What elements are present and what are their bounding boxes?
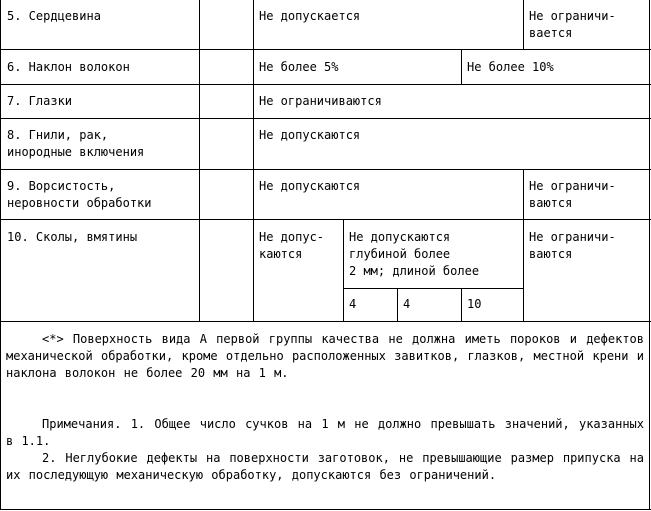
row-divider [0, 321, 651, 322]
note-1: Примечания. 1. Общее число сучков на 1 м не должно превышать значений, указанных в 1.1. [6, 417, 644, 448]
row-label: 7. Глазки [7, 94, 73, 108]
cell-value: Не ограничи- [529, 179, 616, 193]
cell-value: Не допускается [259, 9, 361, 23]
row-divider [0, 49, 651, 50]
row-divider [0, 118, 651, 119]
col-divider [343, 219, 344, 322]
cell-value: ваются [529, 196, 573, 210]
col-divider [397, 288, 398, 322]
row-divider [0, 169, 651, 170]
cell-value: 2 мм; длиной более [349, 264, 480, 278]
row-label: 5. Сердцевина [7, 9, 101, 23]
cell-value: Не допускаются [259, 179, 361, 193]
notes [6, 416, 644, 484]
col-divider [523, 169, 524, 322]
row-label: 6. Наклон волокон [7, 60, 130, 74]
row-label: 9. Ворсистость, [7, 179, 116, 193]
cell-value: каются [259, 247, 303, 261]
col-divider [461, 288, 462, 322]
cell-value: Не ограничиваются [259, 94, 382, 108]
col-divider [523, 0, 524, 50]
cell-value: Не более 5% [259, 60, 339, 74]
table-bottom [0, 509, 651, 510]
cell-value: Не допус- [259, 230, 325, 244]
table-right-edge [649, 0, 650, 510]
col-divider [199, 0, 200, 322]
sub-cell-value: 4 [349, 297, 357, 311]
footnote [6, 331, 644, 382]
cell-value: Не более 10% [467, 60, 554, 74]
cell-value: Не ограничи- [529, 9, 616, 23]
footnote-text: <*> Поверхность вида А первой группы качества не должна иметь пороков и дефектов механической обработки, кроме отдельно расположенных завитков, глазков, местной крени и наклона волокон не более 20 мм на 1 м. [6, 332, 644, 380]
cell-value: Не допускаются [259, 128, 361, 142]
cell-value: Не ограничи- [529, 230, 616, 244]
row-label: 10. Сколы, вмятины [7, 230, 138, 244]
cell-value: Не допускаются [349, 230, 451, 244]
row-label: 8. Гнили, рак, [7, 128, 109, 142]
col-divider [461, 49, 462, 85]
cell-value: вается [529, 26, 573, 40]
cell-value: ваются [529, 247, 573, 261]
sub-cell-value: 4 [403, 297, 411, 311]
table-left-edge [0, 0, 1, 510]
col-divider [253, 0, 254, 322]
subrow-divider [343, 288, 524, 289]
note-2: 2. Неглубокие дефекты на поверхности заготовок, не превышающие размер припуска на их последующую механическую обработку, допускаются без ограничений. [6, 451, 644, 482]
row-divider [0, 219, 651, 220]
cell-value: глубиной более [349, 247, 451, 261]
row-label: инородные включения [7, 145, 145, 159]
sub-cell-value: 10 [467, 297, 482, 311]
row-label: неровности обработки [7, 196, 152, 210]
row-divider [0, 84, 651, 85]
